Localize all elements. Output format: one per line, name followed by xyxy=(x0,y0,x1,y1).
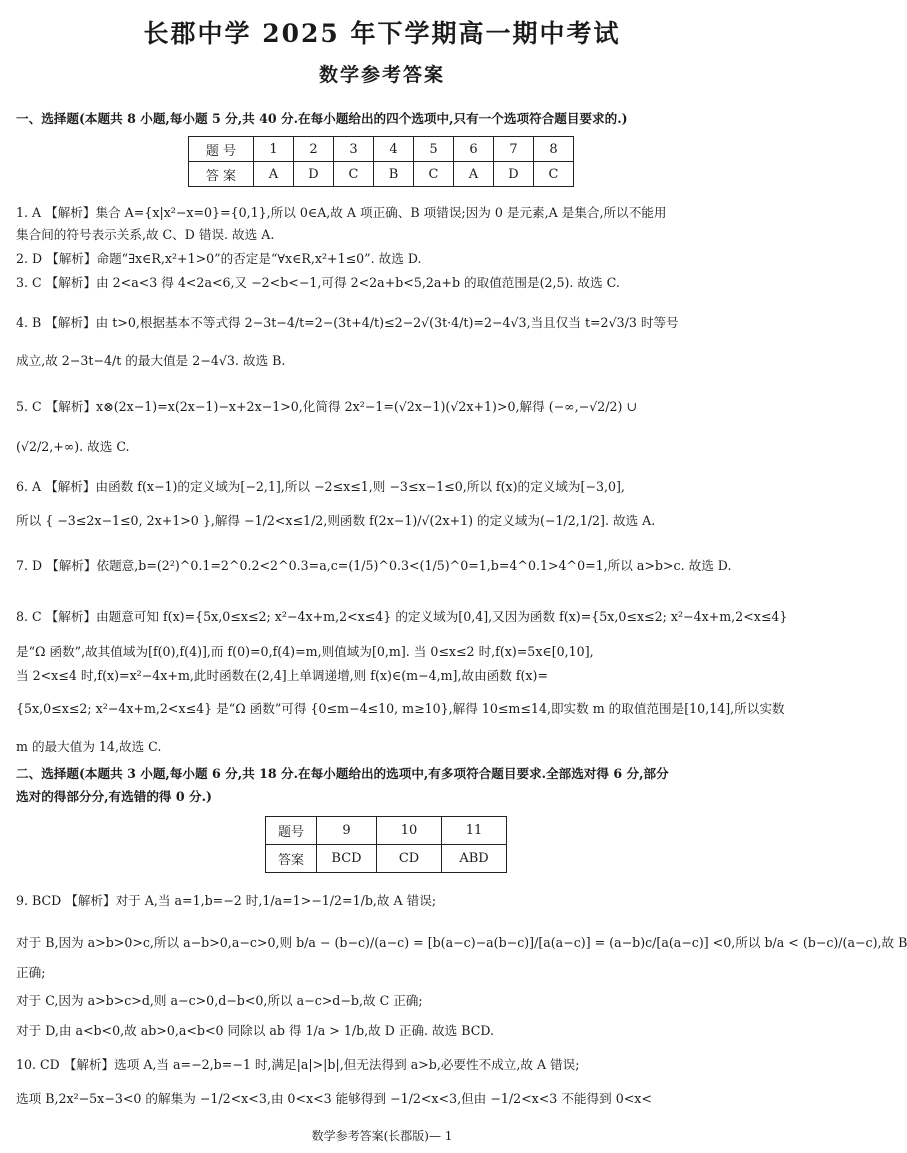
solution-line: 2. D 【解析】命题“∃x∈R,x²+1>0”的否定是“∀x∈R,x²+1≤0”. 故选 D. xyxy=(16,251,422,266)
solution-line: 对于 B,因为 a>b>0>c,所以 a−b>0,a−c>0,则 b/a − (b−c)/(a−c) = [b(a−c)−a(b−c)]/[a(a−c)] = (a−b)c/[a(a−c)] <0,所以 b/a < (b−c)/(a−c),故 B xyxy=(16,935,907,950)
solution-line: 5. C 【解析】x⊗(2x−1)=x(2x−1)−x+2x−1>0,化简得 2x²−1=(√2x−1)(√2x+1)>0,解得 (−∞,−√2/2) ∪ xyxy=(16,399,637,414)
answer-cell: D xyxy=(294,162,334,187)
question-number: 2 xyxy=(294,137,334,162)
page-title: 长郡中学 2025 年下学期高一期中考试 xyxy=(143,19,621,48)
question-number: 4 xyxy=(374,137,414,162)
row-label: 答案 xyxy=(266,845,317,873)
solution-line: 7. D 【解析】依题意,b=(2²)^0.1=2^0.2<2^0.3=a,c=(1/5)^0.3<(1/5)^0=1,b=4^0.1>4^0=1,所以 a>b>c. 故选 D. xyxy=(16,558,732,573)
solution-line: 3. C 【解析】由 2<a<3 得 4<2a<6,又 −2<b<−1,可得 2<2a+b<5,2a+b 的取值范围是(2,5). 故选 C. xyxy=(16,275,620,290)
answer-cell: C xyxy=(534,162,574,187)
solution-line: 1. A 【解析】集合 A={x|x²−x=0}={0,1},所以 0∈A,故 A 项正确、B 项错误;因为 0 是元素,A 是集合,所以不能用 xyxy=(16,205,667,220)
solution-line: 4. B 【解析】由 t>0,根据基本不等式得 2−3t−4/t=2−(3t+4/t)≤2−2√(3t·4/t)=2−4√3,当且仅当 t=2√3/3 时等号 xyxy=(16,315,679,330)
solution-line: 所以 { −3≤2x−1≤0, 2x+1>0 },解得 −1/2<x≤1/2,则函数 f(2x−1)/√(2x+1) 的定义域为(−1/2,1/2]. 故选 A. xyxy=(16,513,656,528)
solution-line: 集合间的符号表示关系,故 C、D 错误. 故选 A. xyxy=(16,227,275,242)
table-row xyxy=(189,162,574,187)
question-number: 11 xyxy=(442,817,507,845)
answer-cell: C xyxy=(414,162,454,187)
solution-line: 对于 C,因为 a>b>c>d,则 a−c>0,d−b<0,所以 a−c>d−b,故 C 正确; xyxy=(16,993,423,1008)
table-row xyxy=(266,817,507,845)
solution-line: 是“Ω 函数”,故其值域为[f(0),f(4)],而 f(0)=0,f(4)=m,则值域为[0,m]. 当 0≤x≤2 时,f(x)=5x∈[0,10], xyxy=(16,644,594,659)
solution-line: 对于 D,由 a<b<0,故 ab>0,a<b<0 同除以 ab 得 1/a > 1/b,故 D 正确. 故选 BCD. xyxy=(16,1023,495,1038)
answer-cell: BCD xyxy=(317,845,377,873)
table-row xyxy=(189,137,574,162)
page-subtitle: 数学参考答案 xyxy=(318,64,445,86)
question-number: 3 xyxy=(334,137,374,162)
section1-heading: 一、选择题(本题共 8 小题,每小题 5 分,共 40 分.在每小题给出的四个选项中,只有一个选项符合题目要求的.) xyxy=(16,111,628,126)
row-label: 题 号 xyxy=(189,137,254,162)
solution-line: 8. C 【解析】由题意可知 f(x)={5x,0≤x≤2; x²−4x+m,2<x≤4} 的定义域为[0,4],又因为函数 f(x)={5x,0≤x≤2; x²−4x+m,2<x≤4} xyxy=(16,609,788,624)
row-label: 题号 xyxy=(266,817,317,845)
question-number: 5 xyxy=(414,137,454,162)
section1-answer-table xyxy=(188,136,574,187)
question-number: 8 xyxy=(534,137,574,162)
answer-cell: D xyxy=(494,162,534,187)
answer-cell: A xyxy=(454,162,494,187)
answer-cell: A xyxy=(254,162,294,187)
solution-line: 成立,故 2−3t−4/t 的最大值是 2−4√3. 故选 B. xyxy=(16,353,286,368)
solution-line: (√2/2,+∞). 故选 C. xyxy=(16,439,130,454)
solution-line: {5x,0≤x≤2; x²−4x+m,2<x≤4} 是“Ω 函数”可得 {0≤m−4≤10, m≥10},解得 10≤m≤14,即实数 m 的取值范围是[10,14],所以实数 xyxy=(16,701,785,716)
table-row xyxy=(266,845,507,873)
answer-cell: B xyxy=(374,162,414,187)
solution-line: 9. BCD 【解析】对于 A,当 a=1,b=−2 时,1/a=1>−1/2=1/b,故 A 错误; xyxy=(16,893,437,908)
solution-line: 当 2<x≤4 时,f(x)=x²−4x+m,此时函数在(2,4]上单调递增,则 f(x)∈(m−4,m],故由函数 f(x)= xyxy=(16,668,548,683)
answer-cell: ABD xyxy=(442,845,507,873)
answer-cell: C xyxy=(334,162,374,187)
section2-heading-cont: 选对的得部分分,有选错的得 0 分.) xyxy=(16,789,212,804)
question-number: 1 xyxy=(254,137,294,162)
solution-line: m 的最大值为 14,故选 C. xyxy=(16,739,162,754)
question-number: 9 xyxy=(317,817,377,845)
answer-cell: CD xyxy=(377,845,442,873)
solution-line: 正确; xyxy=(16,965,46,980)
section2-answer-table xyxy=(265,816,507,873)
page-footer: 数学参考答案(长郡版)— 1 xyxy=(311,1129,453,1143)
row-label: 答 案 xyxy=(189,162,254,187)
section2-heading: 二、选择题(本题共 3 小题,每小题 6 分,共 18 分.在每小题给出的选项中,有多项符合题目要求.全部选对得 6 分,部分 xyxy=(16,766,669,781)
question-number: 6 xyxy=(454,137,494,162)
solution-line: 10. CD 【解析】选项 A,当 a=−2,b=−1 时,满足|a|>|b|,但无法得到 a>b,必要性不成立,故 A 错误; xyxy=(16,1057,580,1072)
question-number: 10 xyxy=(377,817,442,845)
solution-line: 6. A 【解析】由函数 f(x−1)的定义域为[−2,1],所以 −2≤x≤1,则 −3≤x−1≤0,所以 f(x)的定义域为[−3,0], xyxy=(16,479,625,494)
solution-line: 选项 B,2x²−5x−3<0 的解集为 −1/2<x<3,由 0<x<3 能够得到 −1/2<x<3,但由 −1/2<x<3 不能得到 0<x< xyxy=(16,1091,652,1106)
question-number: 7 xyxy=(494,137,534,162)
